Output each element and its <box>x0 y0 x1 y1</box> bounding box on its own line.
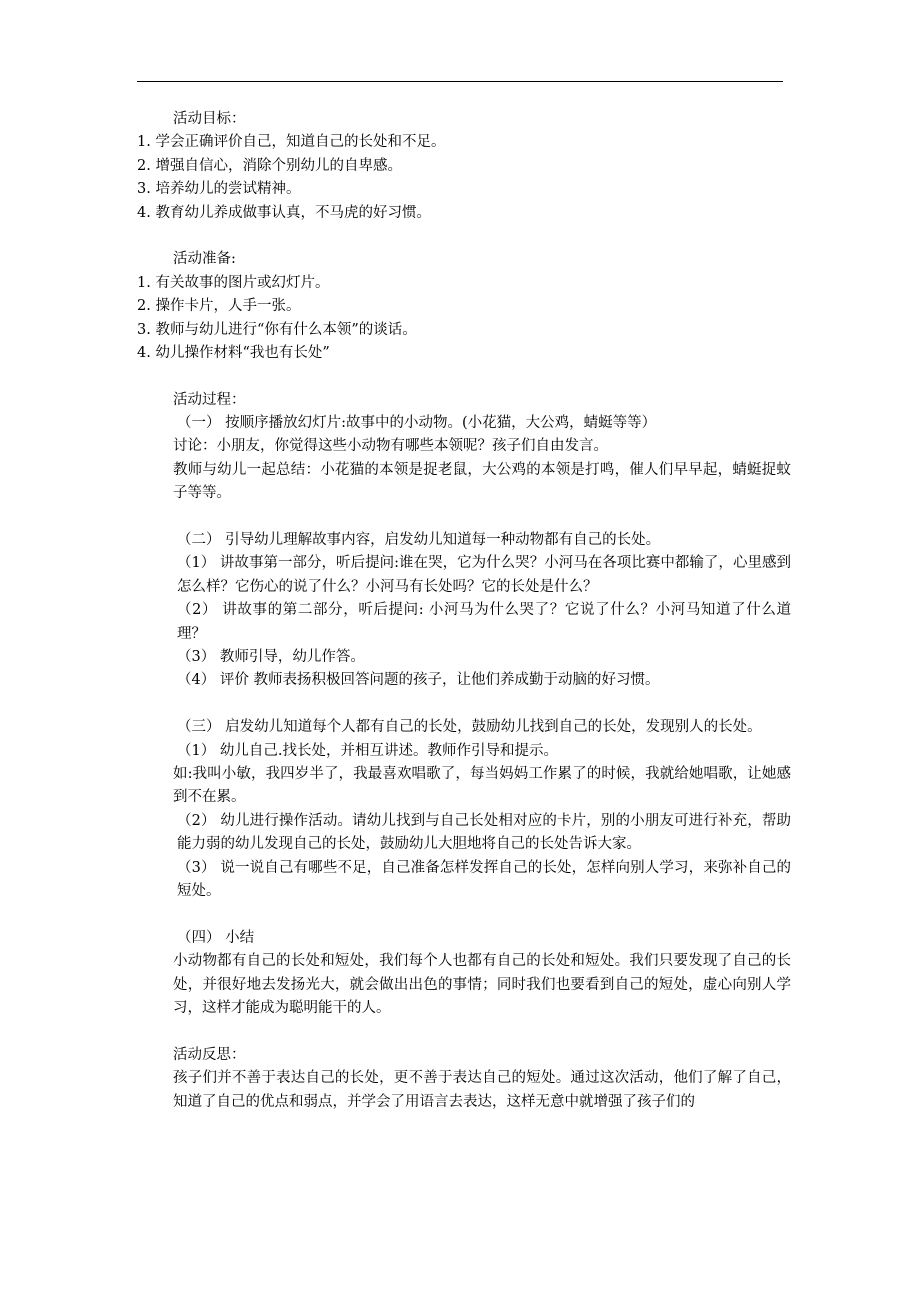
goals-section <box>137 108 791 225</box>
process-heading: 活动过程： <box>173 391 246 408</box>
part2-step: （2） 讲故事的第二部分，听后提问: 小河马为什么哭了？它说了什么？小河马知道了什么道理？ <box>177 602 791 642</box>
reflection-section <box>137 1044 791 1114</box>
part3-example: 如:我叫小敏，我四岁半了，我最喜欢唱歌了，每当妈妈工作累了的时候，我就给她唱歌，让她感到不在累。 <box>173 766 791 806</box>
part3-step: （2） 幼儿进行操作活动。请幼儿找到与自己长处相对应的卡片，别的小朋友可进行补充，帮助能力弱的幼儿发现自己的长处，鼓励幼儿大胆地将自己的长处告诉大家。 <box>177 812 791 853</box>
part1-title: （一） 按顺序播放幻灯片:故事中的小动物。(小花猫，大公鸡，蜻蜓等等） <box>177 415 657 432</box>
part4-text: 小动物都有自己的长处和短处，我们每个人也都有自己的长处和短处。我们只要发现了自己的长处，并很好地去发扬光大，就会做出出色的事情；同时我们也要看到自己的短处，虚心向别人学习，这样才能成为聪明能干的人。 <box>173 953 791 1017</box>
part2-step: （3） 教师引导，幼儿作答。 <box>177 649 365 666</box>
prep-item: 3. 教师与幼儿进行“你有什么本领”的谈话。 <box>137 321 417 338</box>
part2-title: （二） 引导幼儿理解故事内容，启发幼儿知道每一种动物都有自己的长处。 <box>177 532 661 549</box>
part2-step: （4） 评价 教师表扬积极回答问题的孩子，让他们养成勤于动脑的好习惯。 <box>177 672 660 689</box>
part3-title: （三） 启发幼儿知道每个人都有自己的长处，鼓励幼儿找到自己的长处，发现别人的长处。 <box>177 719 762 736</box>
header-rule <box>137 81 783 82</box>
document-body <box>137 108 791 1114</box>
prep-item: 4. 幼儿操作材料“我也有长处” <box>137 344 330 361</box>
part3-step: （1） 幼儿自己.找长处，并相互讲述。教师作引导和提示。 <box>177 742 558 759</box>
goal-item: 2. 增强自信心，消除个别幼儿的自卑感。 <box>137 157 402 174</box>
part4-title: （四） 小结 <box>177 929 255 946</box>
goal-item: 4. 教育幼儿养成做事认真，不马虎的好习惯。 <box>137 204 431 221</box>
reflection-heading: 活动反思： <box>173 1046 246 1063</box>
prep-heading: 活动准备: <box>173 251 236 268</box>
prep-item: 1. 有关故事的图片或幻灯片。 <box>137 274 330 291</box>
prep-item: 2. 操作卡片，人手一张。 <box>137 298 301 315</box>
part1-summary: 教师与幼儿一起总结：小花猫的本领是捉老鼠，大公鸡的本领是打鸣，催人们早早起，蜻蜓捉蚊子等等。 <box>173 461 791 502</box>
process-section <box>137 389 791 1021</box>
prep-section <box>137 248 791 365</box>
reflection-text: 孩子们并不善于表达自己的长处，更不善于表达自己的短处。通过这次活动，他们了解了自己，知道了自己的优点和弱点，并学会了用语言去表达，这样无意中就增强了孩子们的 <box>173 1070 791 1110</box>
goals-heading: 活动目标： <box>173 111 246 127</box>
part3-step: （3） 说一说自己有哪些不足，自己准备怎样发挥自己的长处，怎样向别人学习，来弥补自己的短处。 <box>177 859 791 900</box>
goal-item: 1. 学会正确评价自己，知道自己的长处和不足。 <box>137 134 446 151</box>
part2-step: （1） 讲故事第一部分，听后提问:谁在哭，它为什么哭？小河马在各项比赛中都输了，心里感到怎么样？它伤心的说了什么？小河马有长处吗？它的长处是什么？ <box>177 555 791 595</box>
part1-discussion: 讨论：小朋友，你觉得这些小动物有哪些本领呢？孩子们自由发言。 <box>173 438 608 455</box>
goal-item: 3. 培养幼儿的尝试精神。 <box>137 181 301 198</box>
